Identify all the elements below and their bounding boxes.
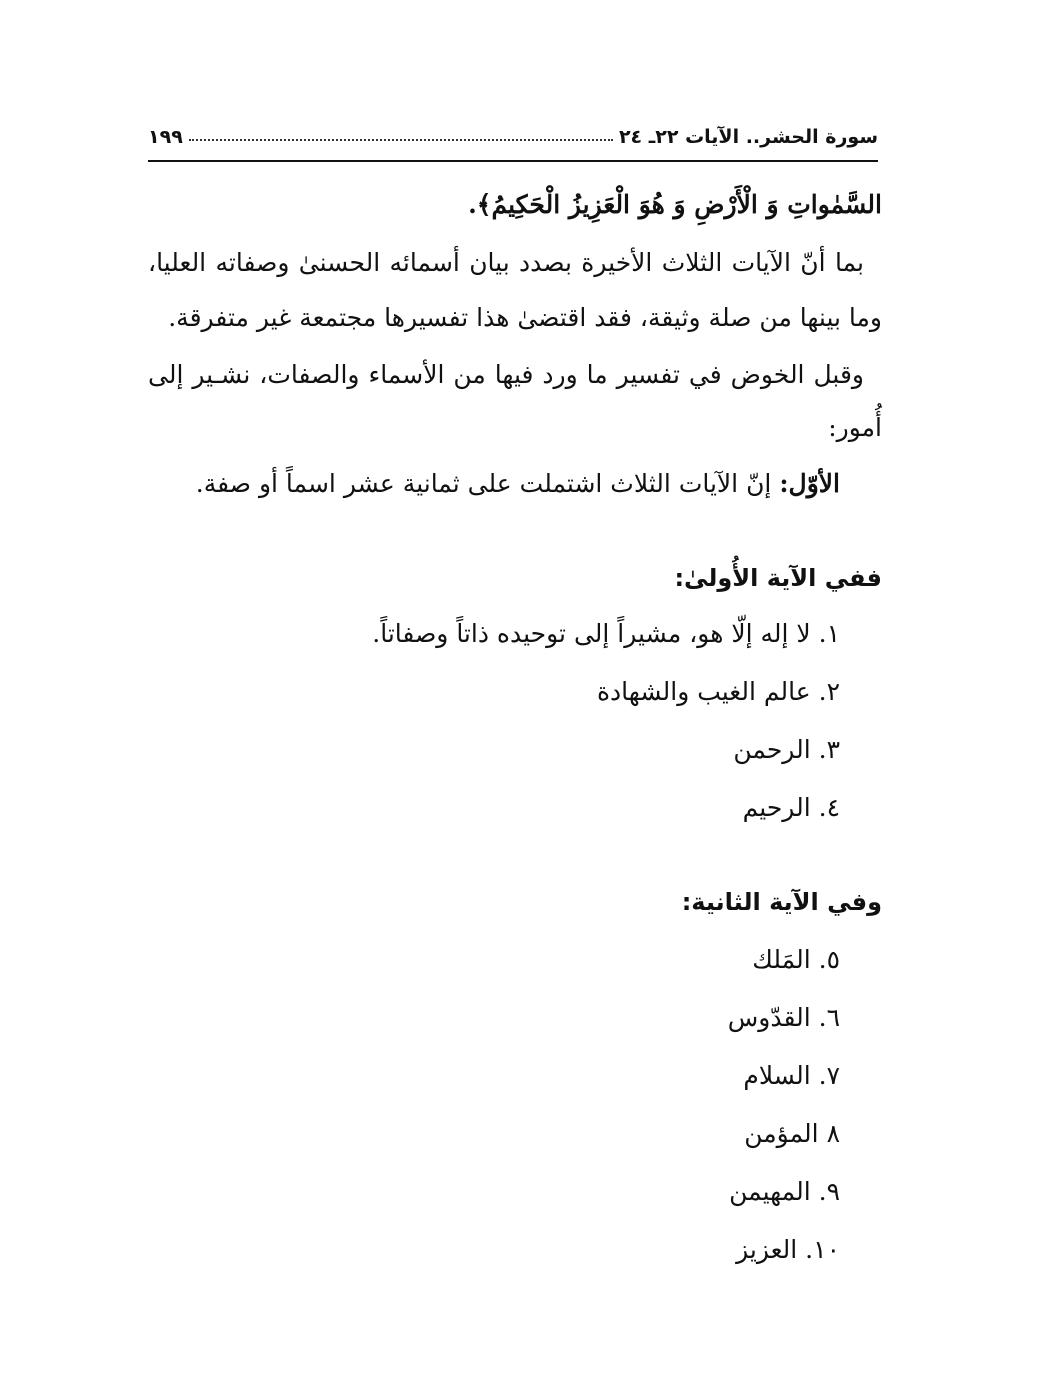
running-title: سورة الحشر.. الآيات ٢٢ـ ٢٤ [618,126,878,148]
list-item: ٢. عالم الغيب والشهادة [596,677,840,706]
list-item: ١. لا إله إلّا هو، مشيراً إلى توحيده ذاتاً وصفاتاً. [372,619,840,648]
list-item: ١٠. العزيز [736,1235,840,1264]
paragraph-1-line-1: بما أنّ الآيات الثلاث الأخيرة بصدد بيان أسمائه الحسنىٰ وصفاته العليا، [148,248,864,277]
paragraph-2-line-1: وقبل الخوض في تفسير ما ورد فيها من الأسماء والصفات، نشـير إلى [148,360,864,389]
list-item: ٨ المؤمن [744,1119,840,1148]
list-item: ٣. الرحمن [733,735,840,764]
list-item: ٤. الرحيم [742,793,840,822]
first-point [196,466,840,502]
paragraph-1-line-2: وما بينها من صلة وثيقة، فقد اقتضىٰ هذا تفسيرها مجتمعة غير متفرقة. [168,303,882,332]
list-item: ٦. القدّوس [727,1003,840,1032]
header-dot-leader [189,139,613,141]
paragraph-2-line-2: أُمور: [828,413,882,442]
verse-end: السَّمٰواتِ وَ الْأَرْضِ وَ هُوَ الْعَزِيزُ الْحَكِيمُ﴾. [468,190,882,219]
first-point-text: إنّ الآيات الثلاث اشتملت على ثمانية عشر اسماً أو صفة. [195,469,780,498]
running-header [148,118,878,148]
list-item: ٩. المهيمن [729,1177,840,1206]
header-rule [148,160,878,162]
first-point-label: الأوّل: [779,469,840,498]
page-number: ١٩٩ [148,126,183,148]
section-2-title: وفي الآية الثانية: [681,888,882,916]
list-item: ٥. المَلك [752,945,840,974]
list-item: ٧. السلام [743,1061,840,1090]
section-1-title: ففي الآية الأُولىٰ: [674,564,882,592]
